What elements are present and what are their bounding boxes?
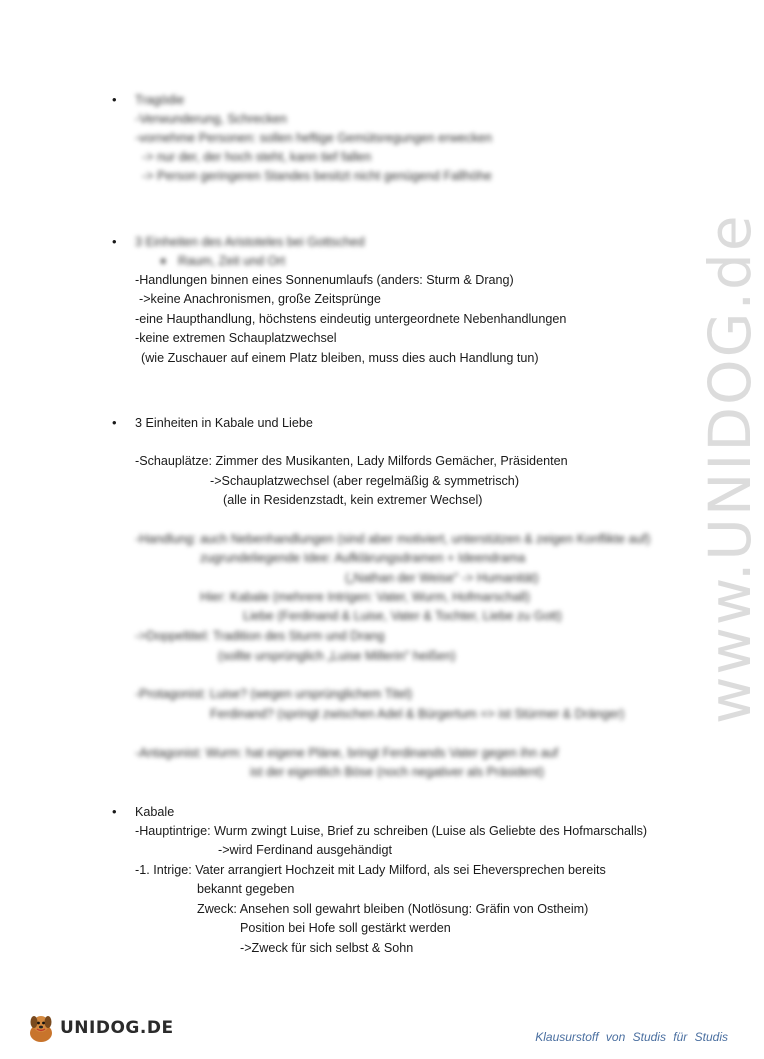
unidog-logo bbox=[24, 1010, 174, 1046]
text-line: -> Person geringeren Standes besitzt nicht genügend Fallhöhe bbox=[142, 169, 492, 183]
text-line: -Handlung: auch Nebenhandlungen (sind aber motiviert, unterstützen & zeigen Konflikte auf) bbox=[135, 532, 651, 546]
text-line: (sollte ursprünglich „Luise Millerin" heißen) bbox=[218, 649, 456, 663]
text-line: -Handlungen binnen eines Sonnenumlaufs (anders: Sturm & Drang) bbox=[135, 273, 514, 287]
text-line: -1. Intrige: Vater arrangiert Hochzeit mit Lady Milford, als sei Eheversprechen bereits bbox=[135, 863, 606, 877]
text-line: ->Zweck für sich selbst & Sohn bbox=[240, 941, 414, 955]
bullet: • bbox=[112, 92, 117, 107]
watermark: www.UNIDOG.de bbox=[696, 213, 764, 724]
bullet: • bbox=[112, 804, 117, 819]
section-heading: Tragödie bbox=[135, 93, 185, 107]
text-line: („Nathan der Weise" -> Humanität) bbox=[345, 571, 539, 585]
text-line: Position bei Hofe soll gestärkt werden bbox=[240, 921, 451, 935]
text-line: ->Doppeltitel: Tradition des Sturm und Drang bbox=[135, 629, 385, 643]
text-line: Raum, Zeit und Ort bbox=[178, 254, 286, 268]
text-line: -Verwunderung, Schrecken bbox=[135, 112, 287, 126]
logo-text: UNIDOG.DE bbox=[60, 1018, 174, 1038]
text-line: -> nur der, der hoch steht, kann tief fallen bbox=[142, 150, 372, 164]
text-line: Ferdinand? (springt zwischen Adel & Bürgertum => ist Stürmer & Dränger) bbox=[210, 707, 625, 721]
text-line: Zweck: Ansehen soll gewahrt bleiben (Notlösung: Gräfin von Ostheim) bbox=[197, 902, 589, 916]
section-heading: 3 Einheiten in Kabale und Liebe bbox=[135, 416, 313, 430]
text-line: -Hauptintrige: Wurm zwingt Luise, Brief zu schreiben (Luise als Geliebte des Hofmarschalls) bbox=[135, 824, 648, 838]
text-line: -Schauplätze: Zimmer des Musikanten, Lady Milfords Gemächer, Präsidenten bbox=[135, 454, 568, 468]
dog-icon bbox=[24, 1011, 58, 1045]
text-line: -Antagonist: Wurm: hat eigene Pläne, bringt Ferdinands Vater gegen ihn auf bbox=[135, 746, 559, 760]
section-heading: 3 Einheiten des Aristoteles bei Gottsched bbox=[135, 235, 365, 249]
text-line: Liebe (Ferdinand & Luise, Vater & Tochter, Liebe zu Gott) bbox=[243, 609, 562, 623]
text-line: ist der eigentlich Böse (noch negativer als Präsident) bbox=[250, 765, 545, 779]
section-heading: Kabale bbox=[135, 805, 175, 819]
footer-tagline: Klausurstoff von Studis für Studis bbox=[535, 1030, 728, 1044]
text-line: ->Schauplatzwechsel (aber regelmäßig & symmetrisch) bbox=[210, 474, 520, 488]
text-line: -vornehme Personen: sollen heftige Gemütsregungen erwecken bbox=[135, 131, 493, 145]
text-line: Hier: Kabale (mehrere Intrigen: Vater, Wurm, Hofmarschall) bbox=[200, 590, 530, 604]
text-line: zugrundeliegende Idee: Aufklärungsdramen + Ideendrama bbox=[200, 551, 526, 565]
text-line: ->keine Anachronismen, große Zeitsprünge bbox=[139, 292, 381, 306]
text-line: -eine Haupthandlung, höchstens eindeutig untergeordnete Nebenhandlungen bbox=[135, 312, 567, 326]
text-line: -Protagonist: Luise? (wegen ursprünglichem Titel) bbox=[135, 687, 413, 701]
text-line: bekannt gegeben bbox=[197, 882, 295, 896]
text-line: ->wird Ferdinand ausgehändigt bbox=[218, 843, 392, 857]
text-line: -keine extremen Schauplatzwechsel bbox=[135, 331, 337, 345]
text-line: (alle in Residenzstadt, kein extremer Wechsel) bbox=[223, 493, 483, 507]
bullet: • bbox=[112, 415, 117, 430]
bullet: • bbox=[112, 234, 117, 249]
arrow-icon: ➧ bbox=[158, 254, 169, 268]
text-line: (wie Zuschauer auf einem Platz bleiben, muss dies auch Handlung tun) bbox=[141, 351, 539, 365]
